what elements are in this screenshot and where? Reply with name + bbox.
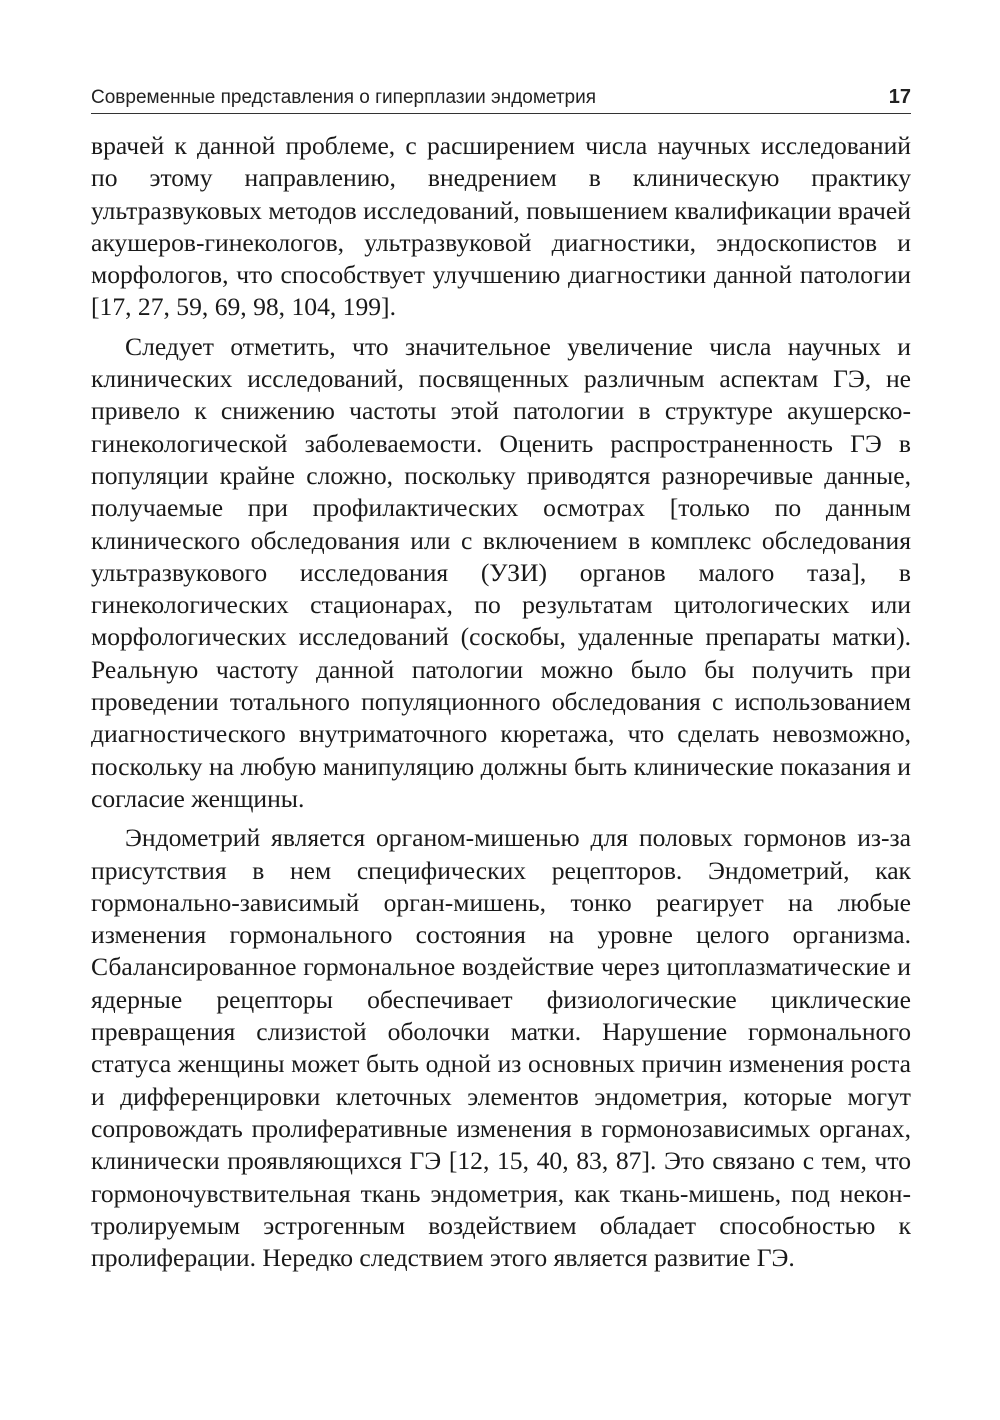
paragraph-continuation: врачей к данной проблеме, с расширением числа научных исследований по этому направлению, внедрением в клиническую практику ультразвуковых методов исследований, повышением квалификации врачей акушеров-гинекологов, ультразвуковой диагностики, эндоскопистов и морфологов, что способствует улучшению диагностики данной патологии [17, 27, 59, 69, 98, 104, 199]. <box>91 131 911 322</box>
running-header-title: Современные представления о гиперплазии эндометрия <box>91 87 597 108</box>
paragraph: Эндометрий является органом-мишенью для половых гормонов из-за присутствия в нем специфических рецепторов. Эндометрий, как гормонально-зависимый орган-мишень, тонко реагирует на любые изменения гормонального состояния на уровне целого организма. Сбалансированное гормональное воздействие через цитоплазматические и ядерные рецепторы обеспечивает физиологические циклические превращения слизистой оболочки матки. Нарушение гормонального статуса женщины может быть одной из основных причин изменения роста и дифференцировки клеточных элементов эндометрия, которые могут сопровождать пролиферативные изменения в гормонозависимых органах, клинически проявляющихся ГЭ [12, 15, 40, 83, 87]. Это связано с тем, что гормоночувствительная ткань эндометрия, как ткань-мишень, под неконтролируемым эстрогенным воздействием обладает способностью к пролиферации. Нередко следствием этого является развитие ГЭ. <box>91 823 911 1273</box>
book-page <box>91 78 911 1281</box>
paragraph: Следует отметить, что значительное увеличение числа научных и клинических исследований, посвященных различным аспектам ГЭ, не привело к снижению частоты этой патологии в структуре акушерско-гинекологической заболеваемости. Оценить распространенность ГЭ в популяции крайне сложно, поскольку приводятся разноречивые данные, получаемые при профилактических осмотрах [только по данным клинического обследования или с включением в комплекс обследования ультразвукового исследования (УЗИ) органов малого таза], в гинекологических стационарах, по результатам цитологических или морфологических исследований (соскобы, удаленные препараты матки). Реальную частоту данной патологии можно было бы получить при проведении тотального популяционного обследования с использованием диагностического внутриматочного кюретажа, что сделать невозможно, поскольку на любую манипуляцию должны быть клинические показания и согласие женщины. <box>91 331 911 813</box>
running-header <box>91 78 911 114</box>
body-text <box>91 130 911 1274</box>
page-number: 17 <box>888 86 911 108</box>
